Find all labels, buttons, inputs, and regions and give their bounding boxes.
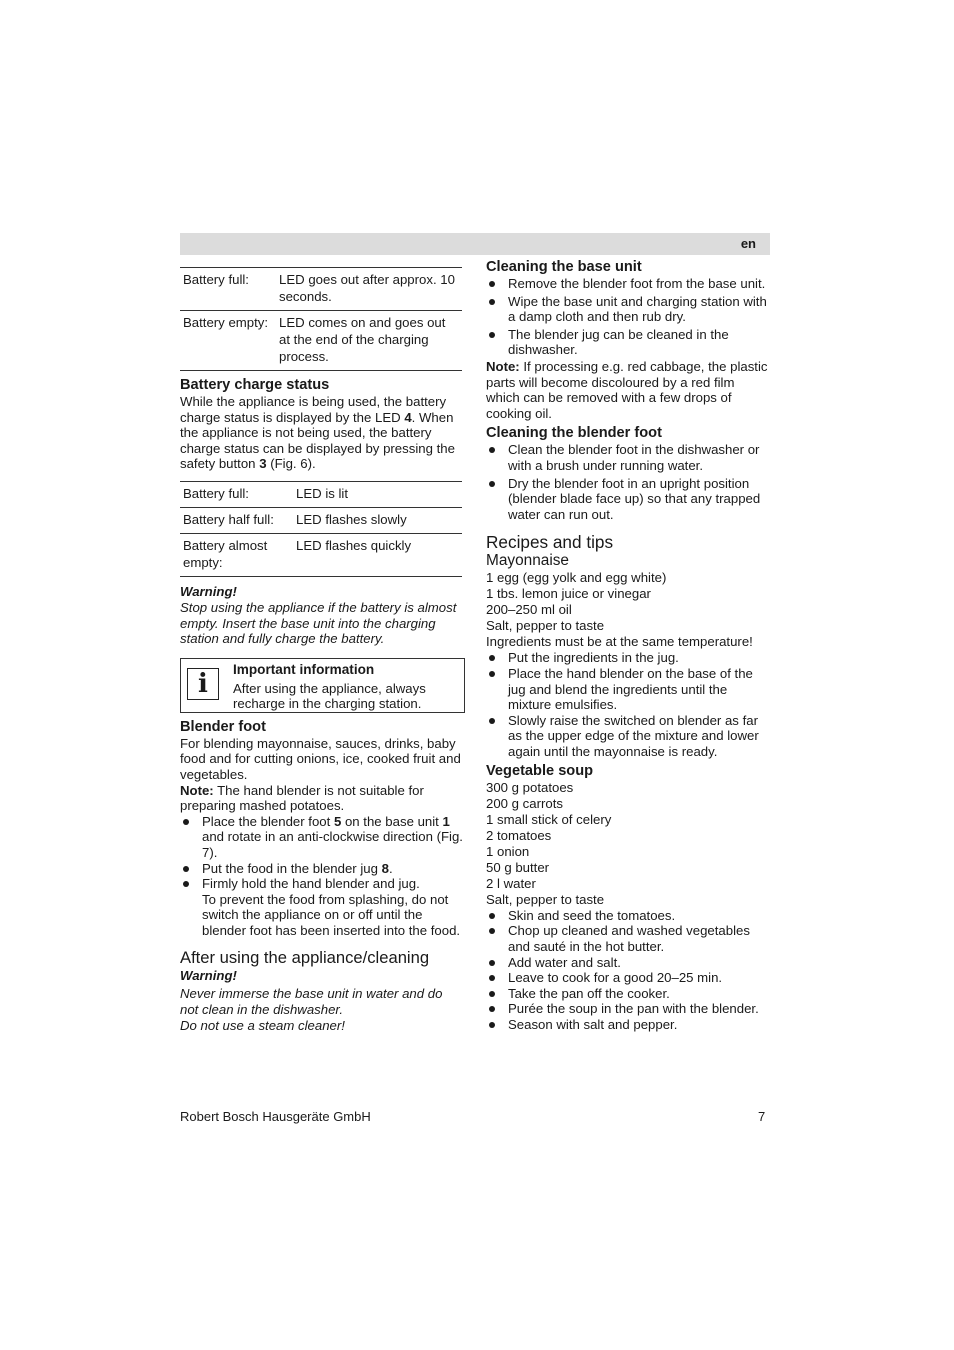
table-row — [180, 507, 462, 533]
table-row — [180, 481, 462, 507]
mayo-steps — [486, 650, 770, 759]
list-item: Chop up cleaned and washed vegetables and sauté in the hot butter. — [486, 923, 770, 954]
left-column — [180, 258, 464, 1034]
section-title-cleaning-base: Cleaning the base unit — [486, 259, 642, 275]
header-bar — [180, 233, 770, 255]
table-cell-value: LED flashes slowly — [296, 511, 407, 527]
text-fragment: Place the blender foot — [202, 813, 334, 829]
note-label: Note: — [486, 358, 520, 374]
list-item — [180, 861, 464, 877]
table-cell-label: Battery empty: — [183, 315, 269, 330]
warning-title: Warning! — [180, 968, 237, 984]
table-cell-label: Battery full: — [183, 485, 249, 501]
list-item: Skin and seed the tomatoes. — [486, 908, 770, 924]
text-fragment: While the appliance is being used, the battery charge status is displayed by the LED — [180, 394, 447, 425]
charge-status-table — [180, 481, 462, 577]
ingredient-line: 200 g carrots — [486, 796, 563, 812]
page-number: 7 — [758, 1109, 766, 1124]
right-column — [486, 258, 770, 1032]
info-title: Important information — [233, 661, 375, 677]
soup-steps — [486, 908, 770, 1033]
list-item: Put the ingredients in the jug. — [486, 650, 770, 666]
list-item: Take the pan off the cooker. — [486, 986, 770, 1002]
ingredient-line: 2 l water — [486, 875, 536, 891]
list-item: Slowly raise the switched on blender as far as the upper edge of the mixture and lower again until the mayonnaise is ready. — [486, 713, 770, 760]
info-body: After using the appliance, always recharge in the charging station. — [233, 680, 426, 712]
ref-number: 8 — [381, 860, 389, 876]
ref-number: 4 — [404, 409, 412, 425]
text-fragment: and rotate in an anti-clockwise direction (Fig. 7). — [202, 829, 463, 860]
ingredient-line: 2 tomatoes — [486, 828, 552, 844]
warning-text: Never immerse the base unit in water and do not clean in the dishwasher. — [180, 986, 443, 1017]
ingredient-line: 50 g butter — [486, 860, 550, 875]
table-cell-value: LED flashes quickly — [296, 537, 412, 553]
cleaning-base-steps — [486, 276, 770, 358]
text-fragment: To prevent the food from splashing, do not switch the appliance on or off until the blender foot has been inserted into the food. — [202, 891, 461, 938]
ingredient-line: 1 small stick of celery — [486, 812, 612, 828]
info-text-block — [233, 661, 458, 712]
list-item: Dry the blender foot in an upright position (blender blade face up) so that any trapped water can run out. — [486, 476, 770, 523]
list-item: Season with salt and pepper. — [486, 1017, 770, 1033]
ingredient-line: 1 tbs. lemon juice or vinegar — [486, 586, 651, 602]
section-title-recipes: Recipes and tips — [486, 532, 614, 553]
warning-text: Stop using the appliance if the battery is almost empty. Insert the base unit into the charging station and fully charge the battery. — [180, 599, 457, 647]
table-cell-value: LED is lit — [296, 485, 349, 501]
ingredient-line: 300 g potatoes — [486, 780, 574, 796]
table-cell-label: Battery full: — [183, 272, 249, 287]
text-fragment: . — [388, 860, 393, 876]
important-info-box — [180, 658, 465, 713]
ingredient-line: 1 egg (egg yolk and egg white) — [486, 570, 667, 586]
recipe-title-mayonnaise: Mayonnaise — [486, 552, 569, 570]
table-cell-label: Battery half full: — [183, 511, 274, 527]
note-text: The hand blender is not suitable for preparing mashed potatoes. — [180, 782, 424, 814]
blender-foot-steps — [180, 814, 464, 939]
language-label: en — [740, 236, 756, 251]
info-icon: i — [187, 668, 219, 700]
text-fragment: . When the appliance is not being used, the battery charge status can be displayed by pressing the safety button — [180, 409, 455, 472]
text-fragment: on the base unit — [341, 813, 443, 829]
list-item: Purée the soup in the pan with the blender. — [486, 1001, 770, 1017]
ingredient-line: Ingredients must be at the same temperature! — [486, 634, 753, 650]
table-cell-value: LED goes out after approx. 10 seconds. — [279, 272, 455, 304]
list-item: Add water and salt. — [486, 955, 770, 971]
list-item: Leave to cook for a good 20–25 min. — [486, 970, 770, 986]
table-cell-label: Battery almost empty: — [183, 537, 268, 570]
table-row — [180, 311, 462, 371]
list-item: Remove the blender foot from the base unit. — [486, 276, 770, 292]
footer-company: Robert Bosch Hausgeräte GmbH — [180, 1109, 371, 1124]
list-item — [180, 814, 464, 861]
table-row — [180, 268, 462, 311]
charge-status-text — [180, 394, 464, 472]
text-fragment: Put the food in the blender jug — [202, 860, 382, 876]
text-fragment: (Fig. 6). — [266, 456, 316, 472]
ingredient-line: 1 onion — [486, 844, 530, 860]
ref-number: 1 — [442, 813, 450, 829]
section-title-cleaning-foot: Cleaning the blender foot — [486, 425, 662, 442]
cleaning-base-note — [486, 359, 770, 421]
list-item: The blender jug can be cleaned in the dishwasher. — [486, 327, 770, 358]
ref-number: 5 — [333, 813, 342, 829]
table-cell-value: LED comes on and goes out at the end of the charging process. — [279, 315, 446, 364]
list-item: Place the hand blender on the base of the jug and blend the ingredients until the mixture emulsifies. — [486, 666, 770, 713]
note-text: If processing e.g. red cabbage, the plastic parts will become discoloured by a red film which can be removed with a few drops of cooking oil. — [486, 358, 768, 421]
section-title-after-use: After using the appliance/cleaning — [180, 948, 430, 968]
warning-text: Do not use a steam cleaner! — [180, 1018, 345, 1034]
ingredient-line: Salt, pepper to taste — [486, 891, 605, 907]
warning-title: Warning! — [180, 583, 237, 599]
section-title-blender-foot: Blender foot — [180, 718, 266, 735]
ref-number: 3 — [259, 456, 267, 472]
list-item: Clean the blender foot in the dishwasher or with a brush under running water. — [486, 442, 770, 473]
mayo-ingredients — [486, 570, 770, 650]
list-item — [180, 876, 464, 938]
list-item: Wipe the base unit and charging station with a damp cloth and then rub dry. — [486, 294, 770, 325]
table-row — [180, 533, 462, 576]
ingredient-line: 200–250 ml oil — [486, 602, 572, 618]
note-label: Note: — [180, 782, 214, 798]
soup-ingredients — [486, 780, 770, 907]
cleaning-foot-steps — [486, 442, 770, 522]
ingredient-line: Salt, pepper to taste — [486, 618, 605, 634]
blender-foot-intro: For blending mayonnaise, sauces, drinks, baby food and for cutting onions, ice, cooked fruit and vegetables. — [180, 735, 461, 782]
recipe-title-vegetable-soup: Vegetable soup — [486, 763, 594, 780]
text-fragment: Firmly hold the hand blender and jug. — [202, 876, 420, 892]
section-title-charge-status: Battery charge status — [180, 377, 330, 393]
battery-indicator-table — [180, 267, 462, 371]
blender-foot-note — [180, 783, 464, 814]
